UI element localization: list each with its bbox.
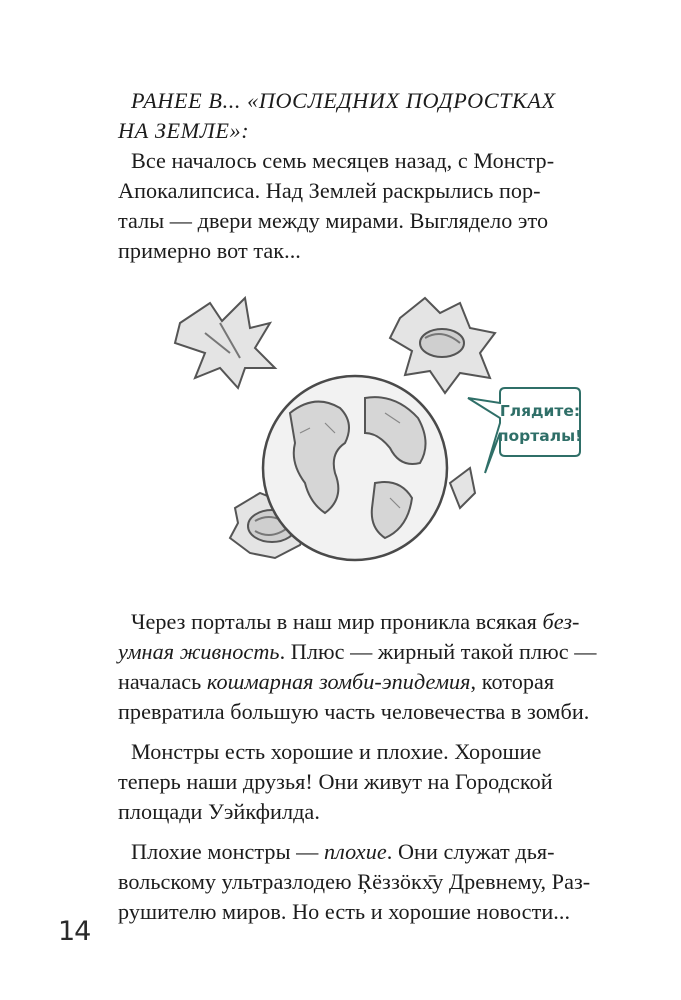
earth-portals-illustration [150, 283, 590, 593]
paragraph-3-line-3: рушителю миров. Но есть и хорошие новости... [118, 899, 571, 924]
page-number: 14 [58, 916, 91, 947]
paragraph-gap [118, 727, 588, 737]
portal-side-right [450, 468, 475, 508]
italic-run: кошмарная зомби-эпидемия [206, 669, 471, 694]
text-run: , которая [470, 669, 555, 694]
callout-text-line-1: Глядите: [499, 402, 581, 420]
text-run: . Они служат дья- [386, 839, 555, 864]
text-run: . Плюс — жирный такой плюс — [279, 639, 597, 664]
text-run: началась [118, 669, 207, 694]
paragraph-2-line-1: Монстры есть хорошие и плохие. Хорошие [131, 739, 542, 764]
paragraph-1-line-3 [118, 667, 588, 697]
intro-line-1: Все началось семь месяцев назад, с Монстр- [131, 148, 555, 173]
intro-section [118, 86, 588, 266]
earth-globe [263, 376, 447, 560]
intro-line-3: талы — двери между мирами. Выглядело это [118, 208, 549, 233]
paragraph-1-line-1 [118, 607, 588, 637]
body-section [118, 607, 597, 927]
paragraph-1-line-2 [118, 637, 597, 667]
intro-line-4: примерно вот так... [118, 238, 301, 263]
italic-run: умная живность [118, 639, 280, 664]
paragraph-1-line-4: превратила большую часть человечества в зомби. [118, 699, 590, 724]
portal-burst-top-right [390, 298, 495, 393]
paragraph-2-line-3: площади Уэйкфилда. [118, 799, 320, 824]
paragraph-3-line-2: вольскому ультразлодею Ŗёззöкх̄у Древнему, Раз- [118, 869, 591, 894]
italic-run: плохие [323, 839, 387, 864]
callout-text-line-2: порталы! [497, 427, 583, 445]
paragraph-2-line-2: теперь наши друзья! Они живут на Городской [118, 769, 553, 794]
italic-run: без- [542, 609, 580, 634]
paragraph-gap [118, 827, 588, 837]
intro-line-2: Апокалипсиса. Над Землей раскрылись пор- [118, 178, 541, 203]
text-run: Через порталы в наш мир проникла всякая [131, 609, 543, 634]
text-run: Плохие монстры — [131, 839, 324, 864]
portal-burst-top-left [175, 298, 275, 388]
section-heading-line-2: НА ЗЕМЛЕ»: [118, 118, 250, 143]
section-heading-line-1: РАНЕЕ В... «ПОСЛЕДНИХ ПОДРОСТКАХ [131, 88, 556, 113]
paragraph-3-line-1 [118, 837, 588, 867]
